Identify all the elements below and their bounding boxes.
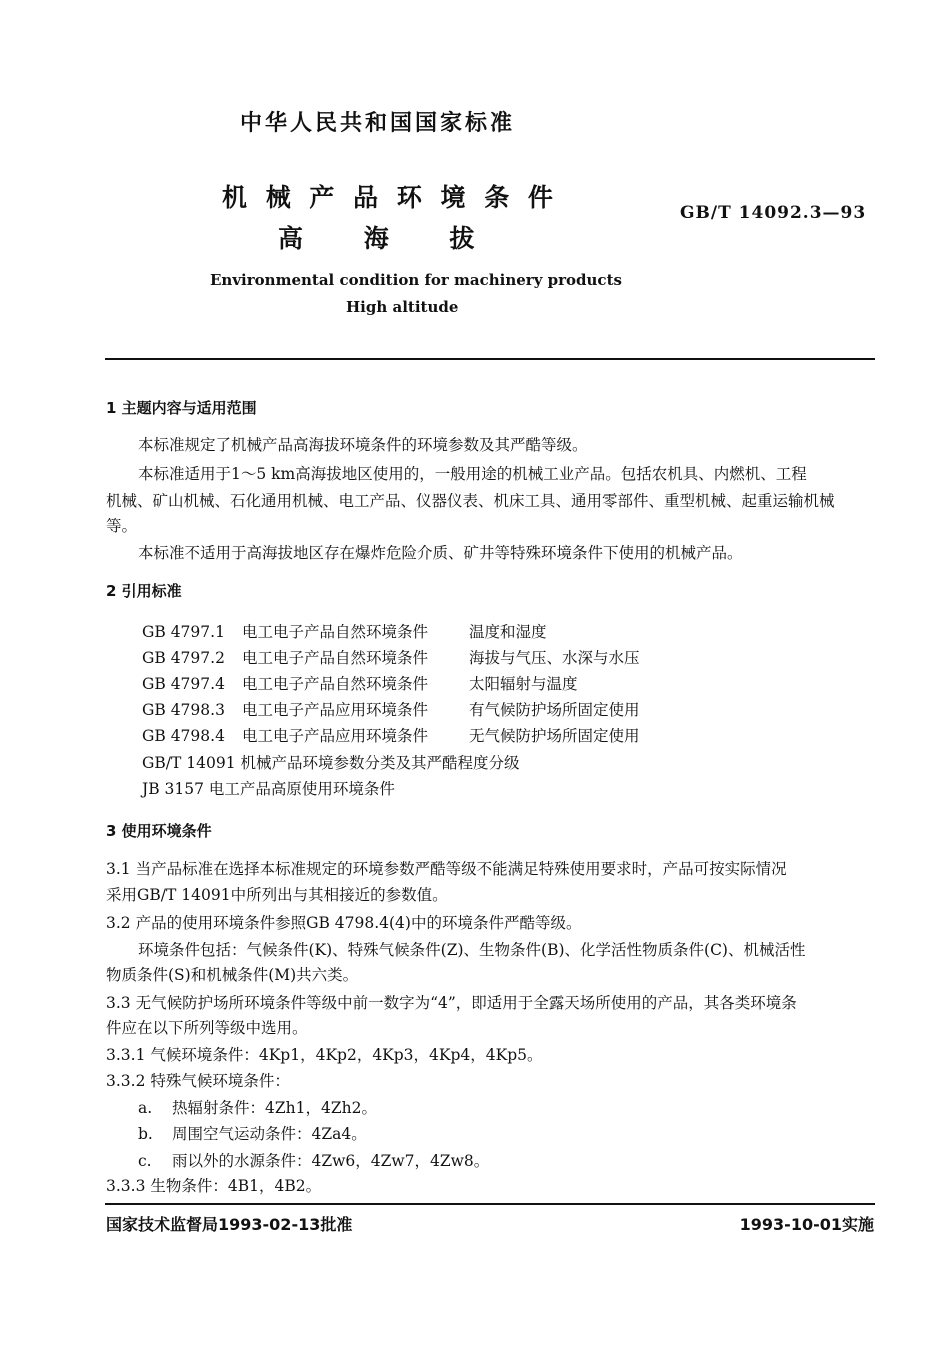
- list-item: [138, 1095, 377, 1121]
- reference-code: GB 4798.3: [142, 701, 225, 719]
- document-title: 机 械 产 品 环 境 条 件: [222, 183, 558, 212]
- section-1-paragraph-2-line-2: 机械、矿山机械、石化通用机械、电工产品、仪器仪表、机床工具、通用零部件、重型机械、起重运输机械: [106, 492, 835, 510]
- clause-3-2-line-3: 物质条件(S)和机械条件(M)共六类。: [106, 966, 359, 984]
- reference-topic: 海拔与气压、水深与水压: [469, 649, 640, 667]
- clause-3-1-line-1: 3.1 当产品标准在选择本标准规定的环境参数严酷等级不能满足特殊使用要求时，产品可按实际情况: [106, 860, 787, 878]
- clause-3-3-1: 3.3.1 气候环境条件：4Kp1，4Kp2，4Kp3，4Kp4，4Kp5。: [106, 1046, 543, 1064]
- english-title: Environmental condition for machinery products: [210, 271, 622, 289]
- clause-3-3-2: 3.3.2 特殊气候环境条件：: [106, 1072, 290, 1090]
- reference-topic: 太阳辐射与温度: [469, 675, 578, 693]
- reference-topic: 无气候防护场所固定使用: [469, 727, 640, 745]
- reference-row: [142, 619, 547, 645]
- reference-topic: 温度和湿度: [469, 623, 547, 641]
- list-item: [138, 1148, 489, 1174]
- reference-code: GB 4797.4: [142, 675, 225, 693]
- clause-3-3-line-1: 3.3 无气候防护场所环境条件等级中前一数字为“4”，即适用于全露天场所使用的产品，其各类环境条: [106, 994, 797, 1012]
- list-item-label: b.: [138, 1125, 153, 1143]
- reference-name: 电工电子产品应用环境条件: [242, 701, 429, 719]
- reference-row: [142, 671, 578, 697]
- section-2-heading: 2 引用标准: [106, 582, 182, 600]
- reference-row-gbt-14091: GB/T 14091 机械产品环境参数分类及其严酷程度分级: [142, 754, 520, 772]
- reference-row: [142, 645, 640, 671]
- reference-code: GB 4798.4: [142, 727, 225, 745]
- list-item-text: 雨以外的水源条件：4Zw6，4Zw7，4Zw8。: [172, 1152, 490, 1170]
- reference-code: GB 4797.1: [142, 623, 225, 641]
- clause-3-3-line-2: 件应在以下所列等级中选用。: [106, 1019, 308, 1037]
- reference-name: 电工电子产品自然环境条件: [242, 675, 429, 693]
- list-item-text: 热辐射条件：4Zh1，4Zh2。: [172, 1099, 377, 1117]
- country-standard-title: 中华人民共和国国家标准: [240, 111, 516, 136]
- header-rule: [105, 358, 875, 360]
- reference-row-jb-3157: JB 3157 电工产品高原使用环境条件: [142, 780, 395, 798]
- section-1-heading: 1 主题内容与适用范围: [106, 399, 257, 417]
- reference-topic: 有气候防护场所固定使用: [469, 701, 640, 719]
- section-3-heading: 3 使用环境条件: [106, 822, 212, 840]
- standard-number: GB/T 14092.3—93: [680, 203, 867, 223]
- list-item-label: a.: [138, 1099, 153, 1117]
- list-item-label: c.: [138, 1152, 152, 1170]
- list-item: [138, 1121, 367, 1147]
- section-1-paragraph-2-line-3: 等。: [106, 517, 138, 535]
- reference-row: [142, 697, 640, 723]
- clause-3-3-3: 3.3.3 生物条件：4B1，4B2。: [106, 1177, 322, 1195]
- reference-name: 电工电子产品自然环境条件: [242, 649, 429, 667]
- approval-date: 国家技术监督局1993-02-13批准: [106, 1215, 353, 1234]
- english-subtitle: High altitude: [346, 298, 459, 316]
- section-1-paragraph-3: 本标准不适用于高海拔地区存在爆炸危险介质、矿井等特殊环境条件下使用的机械产品。: [138, 544, 743, 562]
- list-item-text: 周围空气运动条件：4Za4。: [172, 1125, 367, 1143]
- section-1-paragraph-2-line-1: 本标准适用于1～5 km高海拔地区使用的，一般用途的机械工业产品。包括农机具、内燃机、工程: [138, 465, 807, 483]
- effective-date: 1993-10-01实施: [739, 1215, 874, 1234]
- reference-code: GB 4797.2: [142, 649, 225, 667]
- clause-3-2-line-1: 3.2 产品的使用环境条件参照GB 4798.4(4)中的环境条件严酷等级。: [106, 914, 582, 932]
- reference-name: 电工电子产品应用环境条件: [242, 727, 429, 745]
- section-1-paragraph-1: 本标准规定了机械产品高海拔环境条件的环境参数及其严酷等级。: [138, 436, 588, 454]
- clause-3-2-line-2: 环境条件包括：气候条件(K)、特殊气候条件(Z)、生物条件(B)、化学活性物质条件(C)、机械活性: [138, 941, 806, 959]
- document-subtitle: 高 海 拔: [278, 224, 475, 253]
- reference-name: 电工电子产品自然环境条件: [242, 623, 429, 641]
- clause-3-1-line-2: 采用GB/T 14091中所列出与其相接近的参数值。: [106, 886, 448, 904]
- reference-row: [142, 723, 640, 749]
- footer-rule: [105, 1203, 875, 1205]
